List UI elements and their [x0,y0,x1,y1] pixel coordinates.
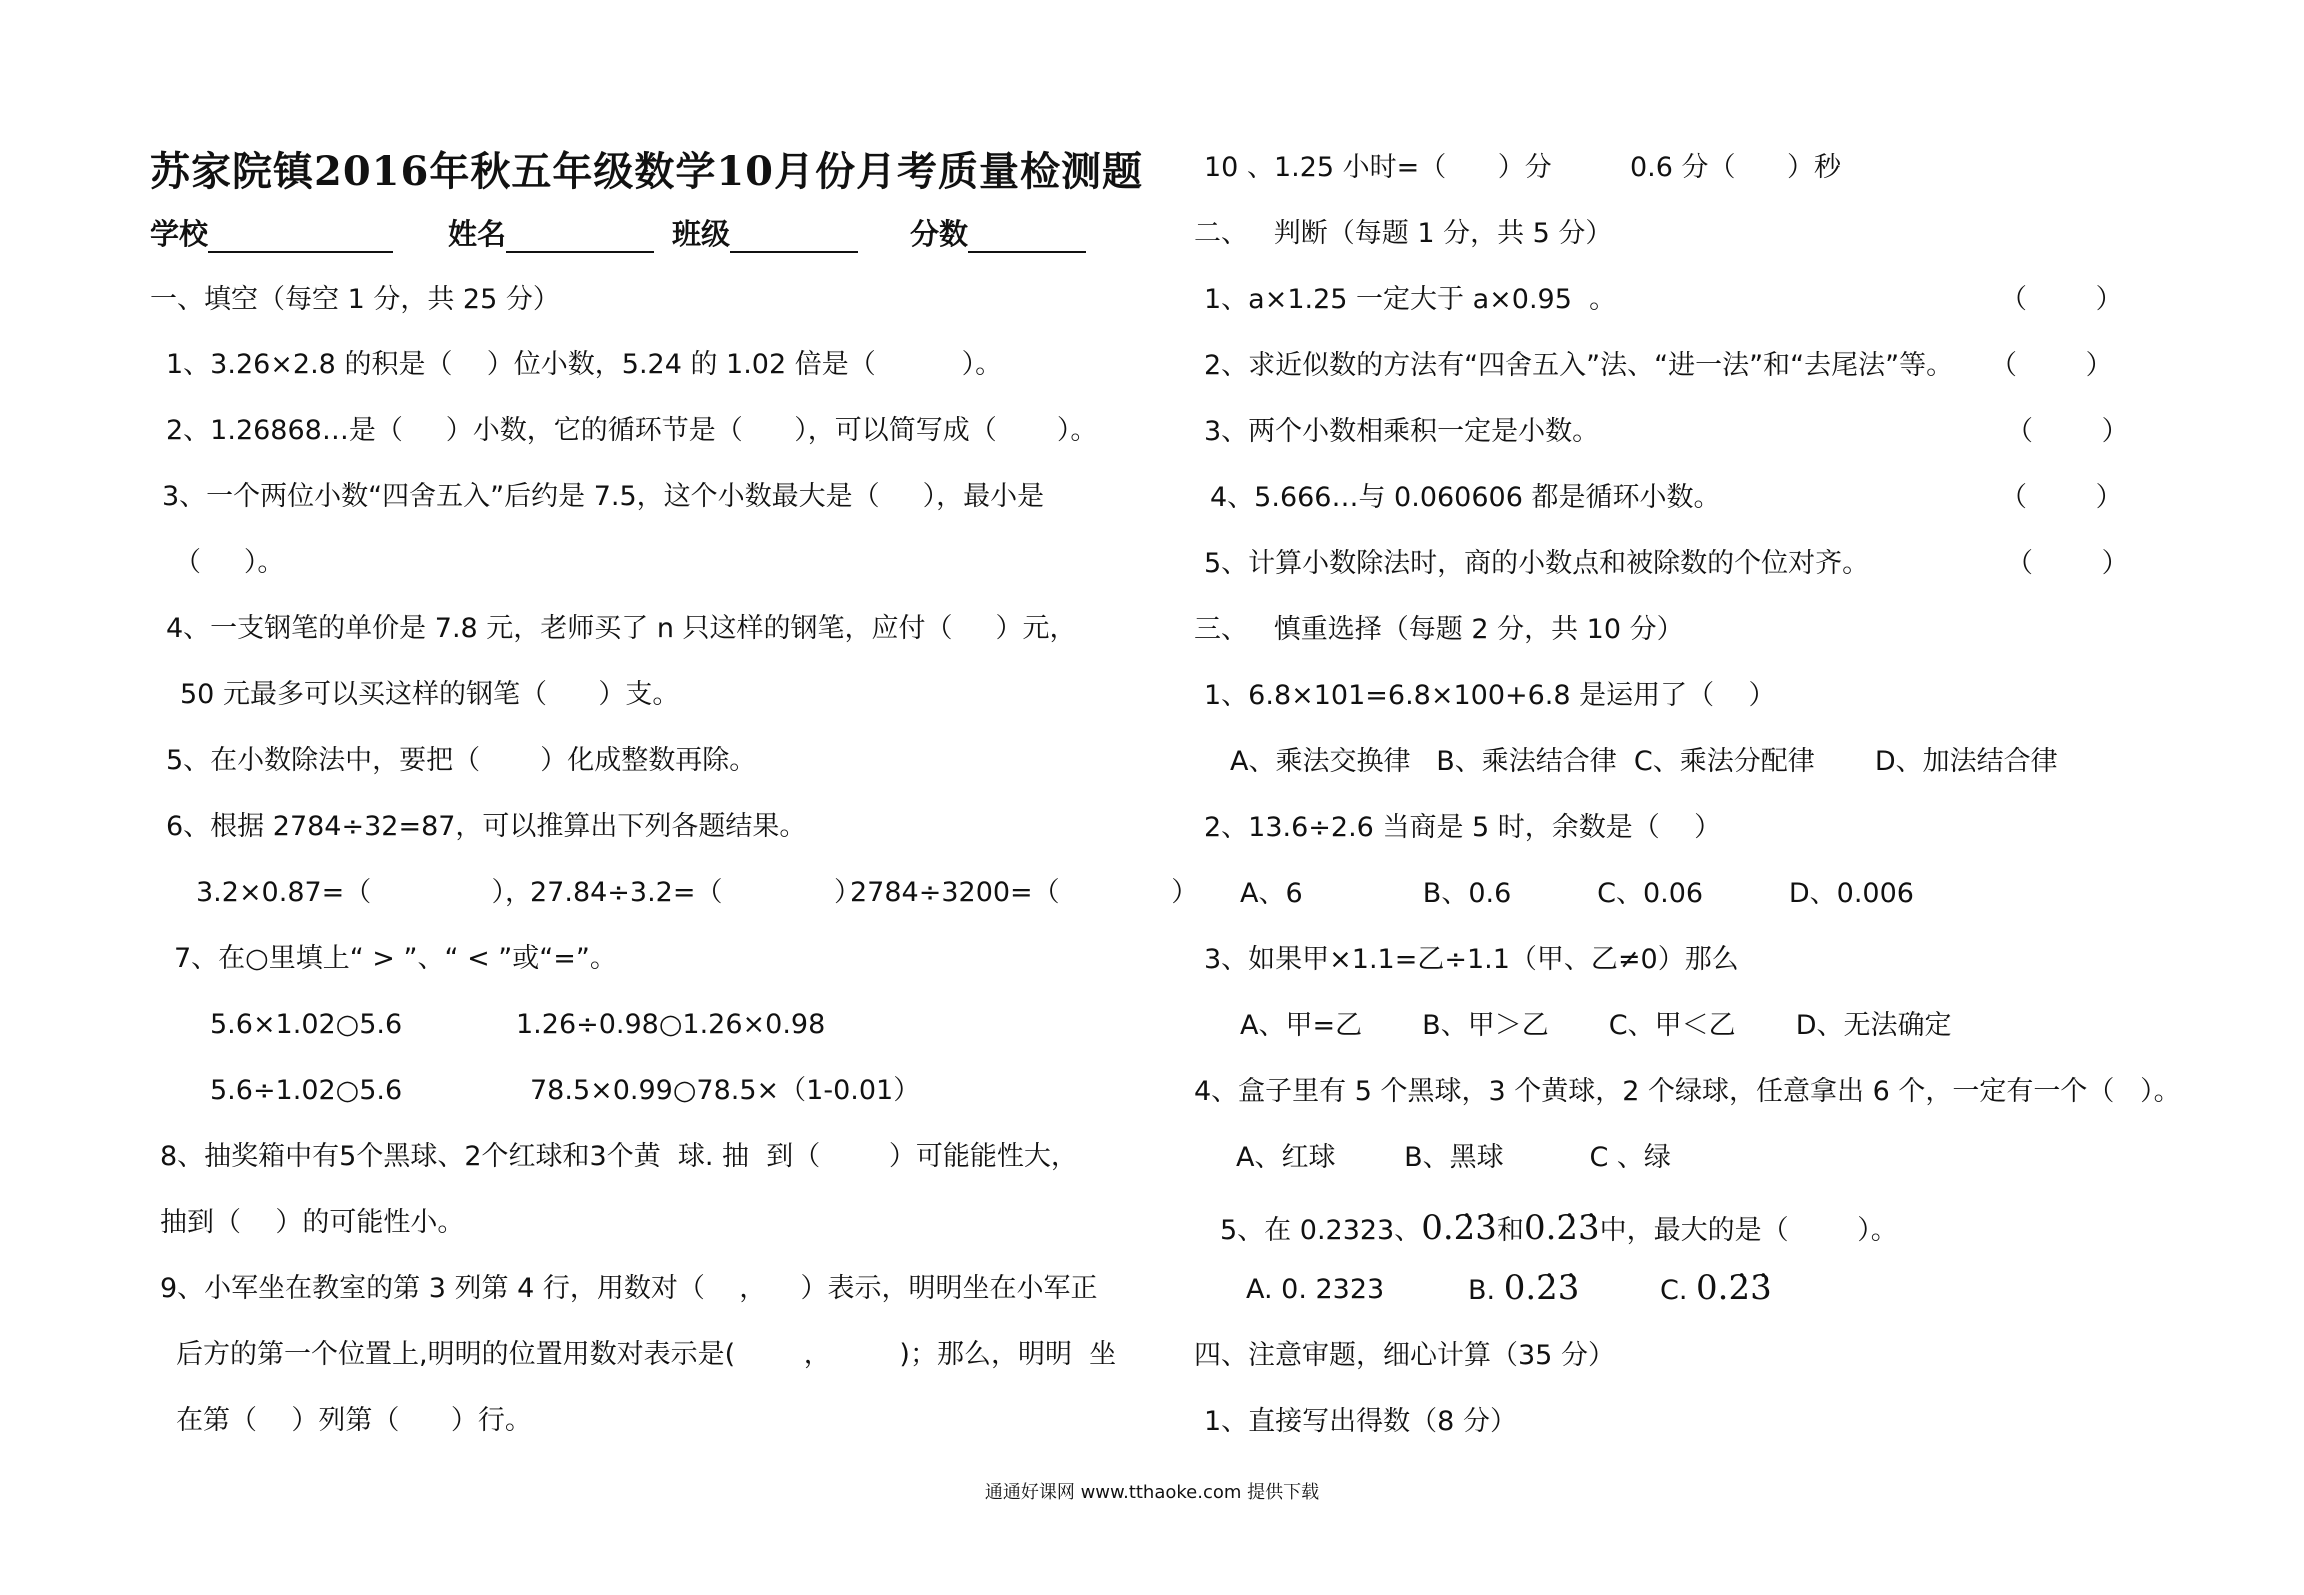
question-1-6-c: 2784÷3200=（ ） [850,877,1199,908]
judge-3: 3、两个小数相乘积一定是小数。 [1204,416,1600,447]
question-1-7-d: 78.5×0.99○78.5×（1-0.01） [530,1075,921,1106]
judge-2-paren: （ ） [1990,350,2113,381]
choice-1-options: A、乘法交换律 B、乘法结合律 C、乘法分配律 D、加法结合律 [1230,746,2058,777]
question-1-9-cont2: 在第（ ）列第（ ）行。 [176,1405,532,1436]
score-field[interactable] [910,212,1086,253]
question-1-10: 10 、1.25 小时=（ ）分 [1204,152,1552,183]
judge-2: 2、求近似数的方法有“四舍五入”法、“进一法”和“去尾法”等。 [1204,350,1954,381]
question-1-7-b: 1.26÷0.98○1.26×0.98 [516,1009,826,1040]
repeating-decimal-1: 0.2̇3̇ [1421,1208,1497,1248]
judge-5-paren: （ ） [2006,548,2129,579]
question-1-1: 1、3.26×2.8 的积是（ ）位小数，5.24 的 1.02 倍是（ ）。 [166,349,1003,380]
question-1-5: 5、在小数除法中，要把（ ）化成整数再除。 [166,745,757,776]
question-1-6-b: 27.84÷3.2=（ ） [530,877,862,908]
section-4-question-1: 1、直接写出得数（8 分） [1204,1406,1517,1437]
choice-3: 3、如果甲×1.1=乙÷1.1（甲、乙≠0）那么 [1204,944,1739,975]
section-4-heading: 四、注意审题，细心计算（35 分） [1194,1340,1615,1371]
question-1-6-a: 3.2×0.87=（ ）， [196,877,532,908]
exam-title: 苏家院镇2016年秋五年级数学10月份月考质量检测题 [150,148,1143,195]
repeating-decimal-b: 0.2̇3̇ [1503,1268,1580,1308]
name-field[interactable] [448,212,654,253]
choice-3-options: A、甲=乙 B、甲＞乙 C、甲＜乙 D、无法确定 [1240,1010,1952,1041]
question-1-9: 9、小军坐在教室的第 3 列第 4 行，用数对（ ， ）表示，明明坐在小军正 [160,1273,1098,1304]
question-1-6: 6、根据 2784÷32=87，可以推算出下列各题结果。 [166,811,807,842]
question-1-4: 4、一支钢笔的单价是 7.8 元，老师买了 n 只这样的钢笔，应付（ ）元， [166,613,1077,644]
question-1-4-cont: 50 元最多可以买这样的钢笔（ ）支。 [180,679,680,710]
judge-4-paren: （ ） [2000,482,2123,513]
choice-4: 4、盒子里有 5 个黑球，3 个黄球，2 个绿球，任意拿出 6 个，一定有一个（ ）。 [1194,1076,2181,1107]
repeating-decimal-c: 0.2̇3̇ [1696,1268,1772,1308]
name-label: 姓名 [448,217,507,251]
choice-2: 2、13.6÷2.6 当商是 5 时，余数是（ ） [1204,812,1722,843]
question-1-3-cont: （ ）。 [174,547,285,578]
choice-4-options: A、红球 B、黑球 C 、绿 [1236,1142,1671,1173]
choice-5-option-c: C. 0.2̇3̇ [1660,1268,1772,1308]
footer-credit: 通通好课网 www.tthaoke.com 提供下载 [984,1482,1320,1503]
choice-1: 1、6.8×101=6.8×100+6.8 是运用了（ ） [1204,680,1776,711]
section-1-heading: 一、填空（每空 1 分，共 25 分） [150,284,560,315]
section-3-heading: 三、 慎重选择（每题 2 分，共 10 分） [1194,614,1684,645]
question-1-8: 8、抽奖箱中有5个黑球、2个红球和3个黄 球. 抽 到（ ）可能能性大， [160,1141,1078,1172]
score-label: 分数 [910,217,969,251]
repeating-decimal-2: 0.2̇3̇ [1523,1208,1600,1248]
question-1-2: 2、1.26868…是（ ）小数，它的循环节是（ ），可以简写成（ ）。 [166,415,1098,446]
question-1-9-cont: 后方的第一个位置上,明明的位置用数对表示是( ， )；那么，明明 坐 [176,1339,1117,1370]
school-field[interactable] [150,212,393,253]
class-field[interactable] [672,212,858,253]
question-1-7-a: 5.6×1.02○5.6 [210,1009,403,1040]
choice-5: 5、在 0.2323、0.2̇3̇和0.2̇3̇中，最大的是（ ）。 [1220,1208,1898,1248]
judge-1: 1、a×1.25 一定大于 a×0.95 。 [1204,284,1617,315]
judge-4: 4、5.666…与 0.060606 都是循环小数。 [1210,482,1721,513]
choice-2-options: A、6 B、0.6 C、0.06 D、0.006 [1240,878,1914,909]
class-label: 班级 [672,217,731,251]
judge-5: 5、计算小数除法时，商的小数点和被除数的个位对齐。 [1204,548,1870,579]
school-label: 学校 [150,217,209,251]
question-1-3: 3、一个两位小数“四舍五入”后约是 7.5，这个小数最大是（ ），最小是 [162,481,1045,512]
choice-5-option-a: A. 0. 2323 [1246,1274,1385,1305]
section-2-heading: 二、 判断（每题 1 分，共 5 分） [1194,218,1613,249]
choice-5-option-b: B. 0.2̇3̇ [1468,1268,1580,1308]
question-1-8-cont: 抽到（ ）的可能性小。 [160,1207,465,1238]
question-1-7-c: 5.6÷1.02○5.6 [210,1075,403,1106]
question-1-7: 7、在○里填上“ > ”、“ < ”或“=”。 [174,943,617,974]
judge-1-paren: （ ） [2000,284,2123,315]
question-1-10-b: 0.6 分（ ）秒 [1630,152,1842,183]
judge-3-paren: （ ） [2006,416,2129,447]
